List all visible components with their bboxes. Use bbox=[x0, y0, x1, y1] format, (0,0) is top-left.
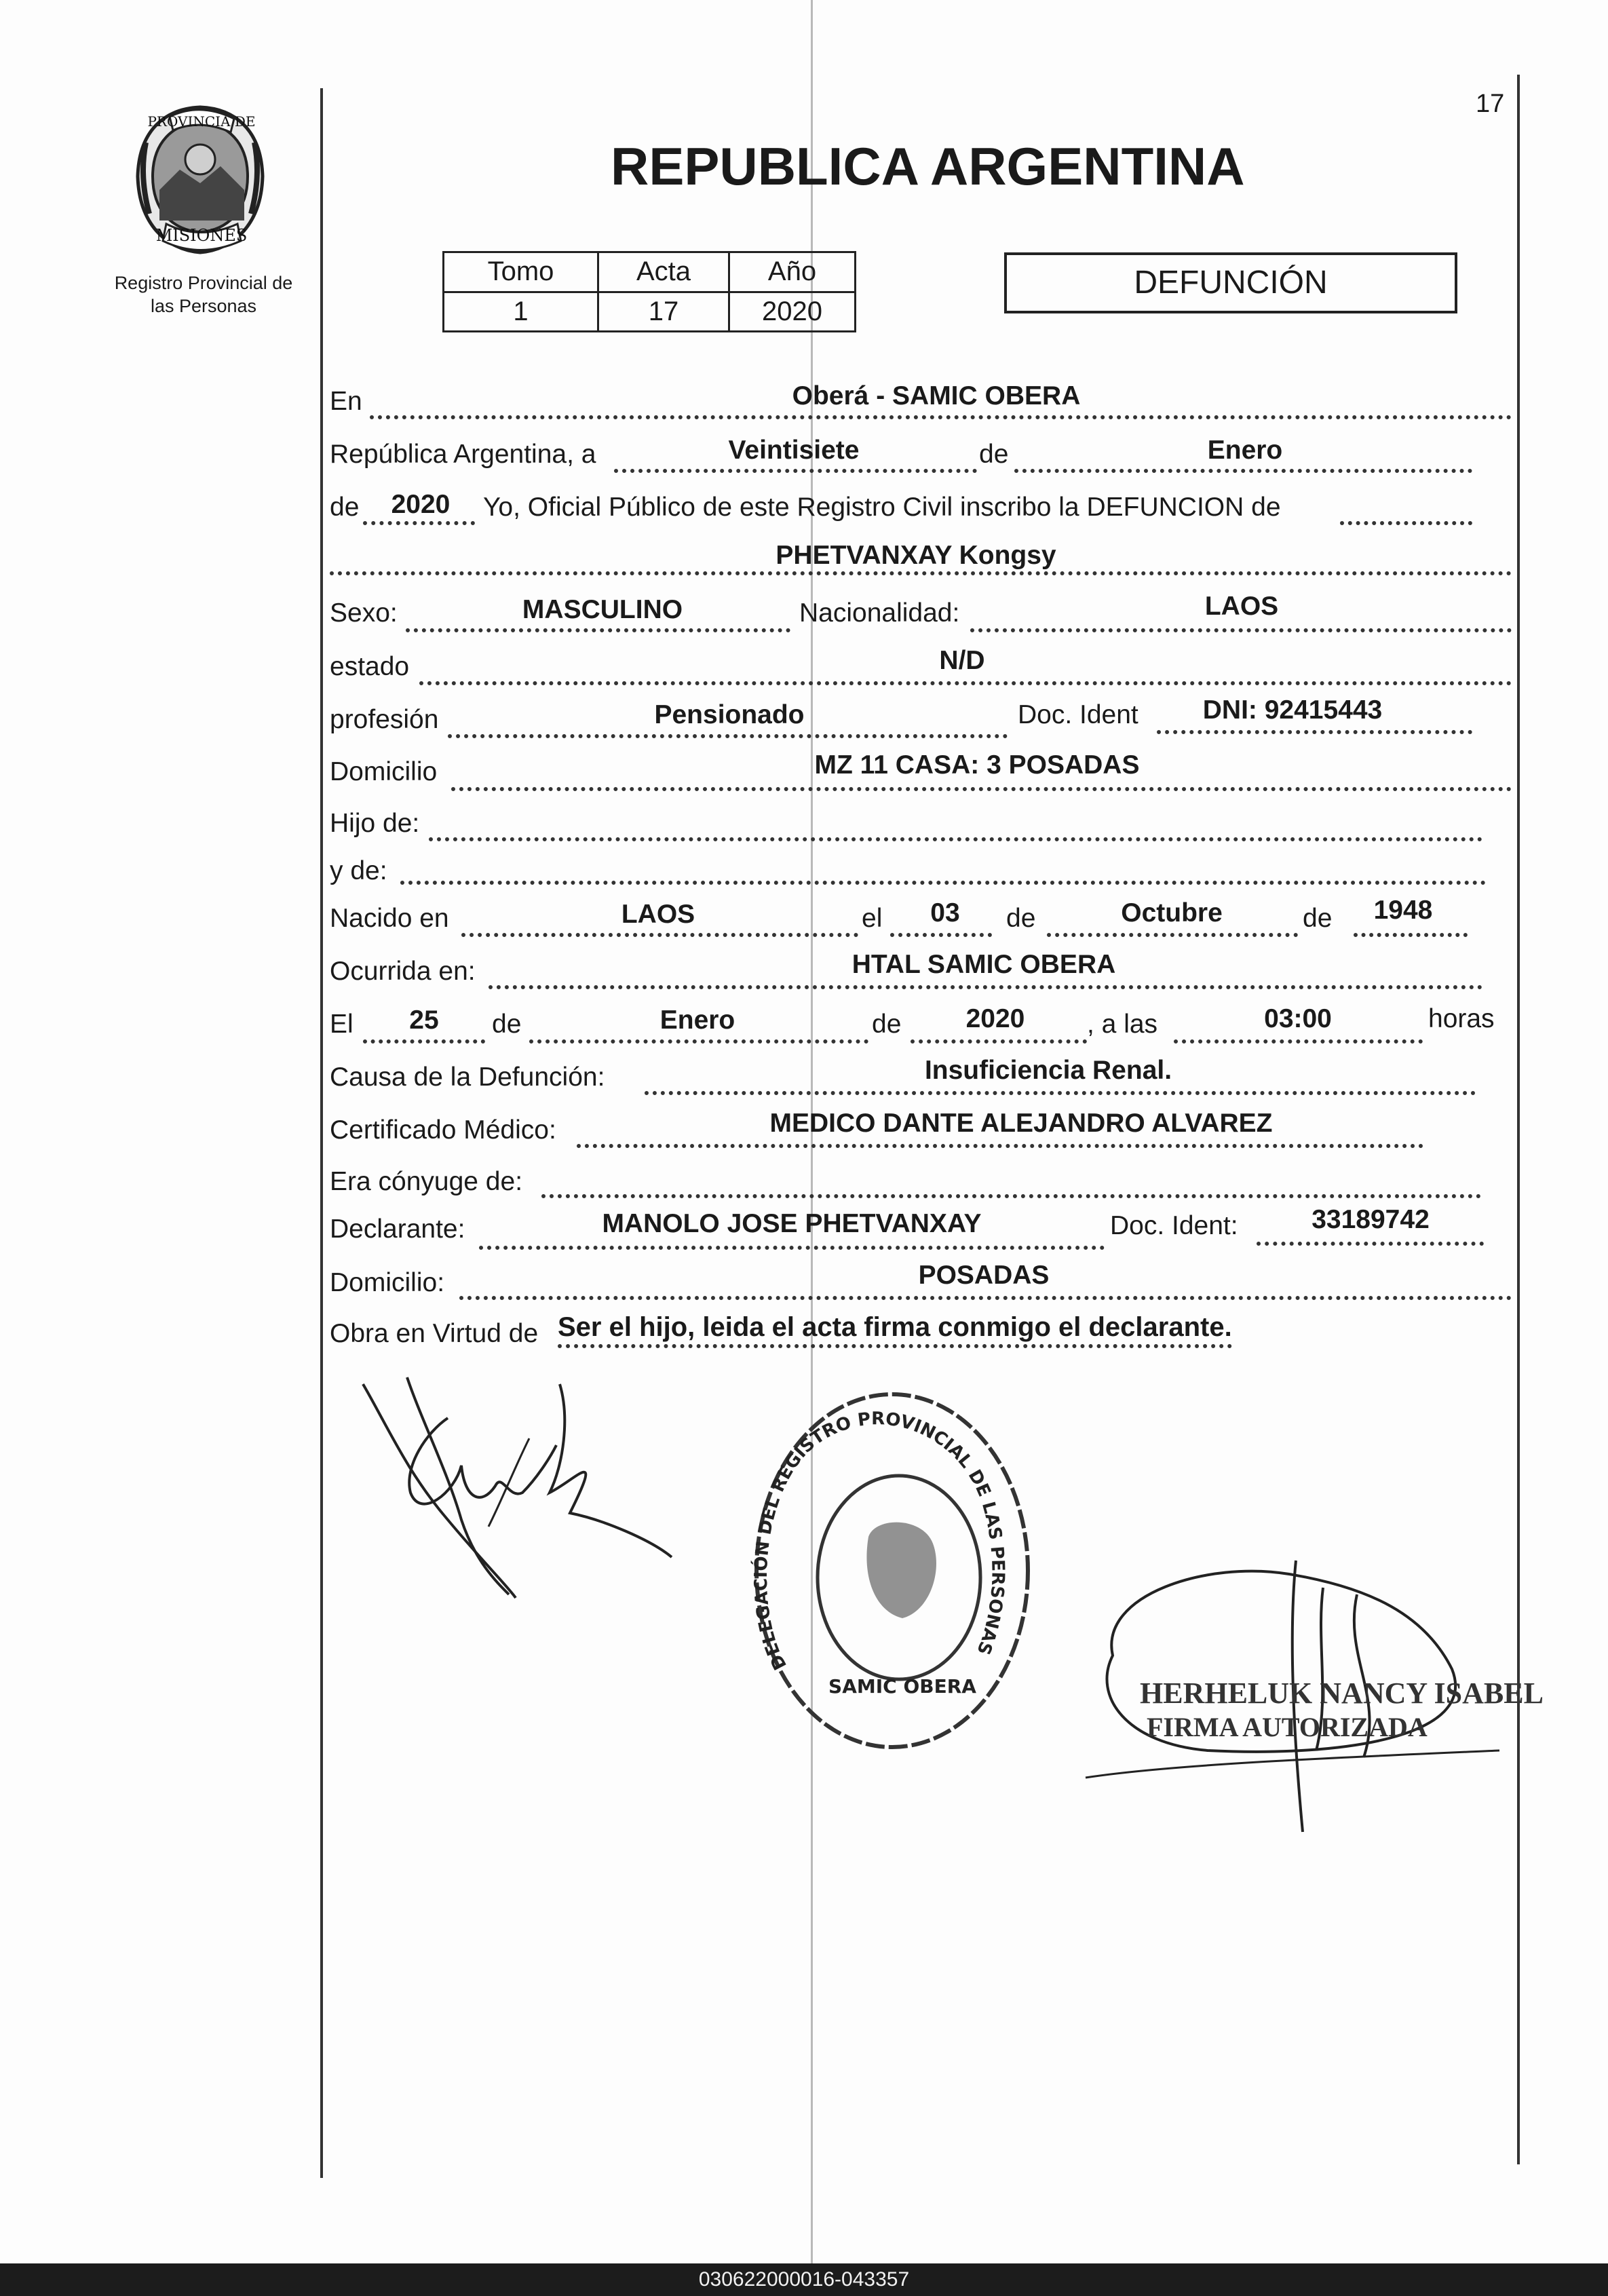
y-de-label: y de: bbox=[330, 856, 387, 885]
el-label: el bbox=[862, 904, 883, 933]
record-anio-value: 2020 bbox=[729, 292, 856, 332]
hijo-de-line bbox=[429, 837, 1482, 841]
death-month: Enero bbox=[659, 1006, 735, 1035]
en-label: En bbox=[330, 387, 362, 416]
birth-day: 03 bbox=[930, 898, 960, 927]
en-value: Oberá - SAMIC OBERA bbox=[792, 381, 1081, 410]
nacionalidad-label: Nacionalidad: bbox=[799, 598, 960, 628]
page-number: 17 bbox=[1476, 90, 1505, 118]
stamp-outer-text: DELEGACIÓN DEL REGISTRO PROVINCIAL DE LAS PERSONAS bbox=[750, 1409, 1008, 1673]
record-table bbox=[442, 251, 856, 332]
month-value: Enero bbox=[1207, 436, 1283, 465]
causa-label: Causa de la Defunción: bbox=[330, 1063, 605, 1092]
birth-year-line bbox=[1354, 933, 1468, 937]
deceased-name-line bbox=[330, 571, 1512, 575]
inscribo-line bbox=[1340, 521, 1472, 525]
domicilio2-label: Domicilio: bbox=[330, 1268, 445, 1297]
domicilio2-line bbox=[459, 1296, 1512, 1300]
country-title: REPUBLICA ARGENTINA bbox=[611, 136, 1245, 196]
hijo-de-label: Hijo de: bbox=[330, 809, 420, 838]
death-year: 2020 bbox=[965, 1004, 1025, 1033]
record-type-box: DEFUNCIÓN bbox=[1004, 252, 1457, 313]
domicilio-line bbox=[451, 787, 1512, 791]
death-day: 25 bbox=[409, 1006, 439, 1035]
registry-name bbox=[102, 271, 305, 318]
record-table-value-row bbox=[444, 292, 856, 332]
officer-name: HERHELUK NANCY ISABEL bbox=[1140, 1677, 1544, 1710]
profesion-value: Pensionado bbox=[654, 700, 805, 729]
domicilio2-value: POSADAS bbox=[918, 1261, 1050, 1290]
certificado-value: MEDICO DANTE ALEJANDRO ALVAREZ bbox=[769, 1109, 1273, 1138]
doc-ident-line bbox=[1157, 730, 1472, 734]
deceased-name: PHETVANXAY Kongsy bbox=[776, 541, 1056, 570]
certificado-line bbox=[577, 1144, 1423, 1148]
right-margin-line bbox=[1517, 75, 1520, 2164]
birth-de-label-2: de bbox=[1303, 904, 1333, 933]
death-de-label-2: de bbox=[872, 1010, 902, 1039]
estado-label: estado bbox=[330, 652, 410, 681]
nacido-en-value: LAOS bbox=[621, 900, 695, 929]
obra-label: Obra en Virtud de bbox=[330, 1319, 539, 1348]
death-day-line bbox=[363, 1039, 485, 1044]
year-value: 2020 bbox=[391, 490, 451, 519]
conyuge-line bbox=[541, 1194, 1481, 1198]
nacionalidad-value: LAOS bbox=[1204, 592, 1279, 621]
page-fold-line bbox=[811, 0, 813, 2296]
birth-month-line bbox=[1047, 933, 1298, 937]
birth-day-line bbox=[890, 933, 992, 937]
ocurrida-line bbox=[489, 985, 1482, 989]
record-acta-value: 17 bbox=[598, 292, 729, 332]
estado-value: N/D bbox=[939, 646, 985, 675]
ocurrida-label: Ocurrida en: bbox=[330, 957, 476, 986]
causa-value: Insuficiencia Renal. bbox=[924, 1056, 1172, 1085]
birth-year: 1948 bbox=[1373, 896, 1433, 925]
obra-value: Ser el hijo, leida el acta firma conmigo el declarante. bbox=[558, 1312, 1232, 1348]
declarant-signature bbox=[346, 1364, 699, 1608]
doc-ident2-line bbox=[1257, 1242, 1484, 1246]
domicilio-label: Domicilio bbox=[330, 757, 438, 786]
doc-ident-label: Doc. Ident bbox=[1018, 700, 1138, 729]
conyuge-label: Era cónyuge de: bbox=[330, 1167, 523, 1196]
birth-month: Octubre bbox=[1121, 898, 1223, 927]
registry-name-line2: las Personas bbox=[150, 296, 257, 316]
a-las-label: , a las bbox=[1087, 1010, 1158, 1039]
death-de-label: de bbox=[492, 1010, 522, 1039]
certificado-label: Certificado Médico: bbox=[330, 1115, 556, 1145]
seal-text-bottom: MISIONES bbox=[155, 226, 248, 245]
day-line bbox=[614, 469, 977, 473]
record-table-header: Año bbox=[729, 252, 856, 292]
year-line bbox=[363, 521, 475, 525]
y-de-line bbox=[400, 881, 1486, 885]
ocurrida-value: HTAL SAMIC OBERA bbox=[851, 950, 1116, 979]
left-margin-line bbox=[320, 88, 323, 2178]
nacido-en-label: Nacido en bbox=[330, 904, 449, 933]
record-tomo-value: 1 bbox=[444, 292, 598, 332]
republica-label: República Argentina, a bbox=[330, 440, 596, 469]
domicilio-value: MZ 11 CASA: 3 POSADAS bbox=[814, 750, 1140, 780]
sexo-value: MASCULINO bbox=[522, 595, 683, 624]
sexo-label: Sexo: bbox=[330, 598, 398, 628]
doc-ident2-label: Doc. Ident: bbox=[1110, 1211, 1238, 1240]
nacido-en-line bbox=[461, 933, 858, 937]
nacionalidad-line bbox=[970, 628, 1512, 632]
provincial-seal-logo bbox=[132, 102, 268, 258]
record-table-header-row bbox=[444, 252, 856, 292]
el-cap-label: El bbox=[330, 1010, 353, 1039]
stamp-inner-text: SAMIC OBERA bbox=[828, 1675, 976, 1698]
record-table-header: Tomo bbox=[444, 252, 598, 292]
declarante-label: Declarante: bbox=[330, 1214, 465, 1244]
day-value: Veintisiete bbox=[728, 436, 860, 465]
declarante-value: MANOLO JOSE PHETVANXAY bbox=[602, 1209, 982, 1238]
estado-line bbox=[419, 681, 1512, 685]
death-time: 03:00 bbox=[1264, 1004, 1332, 1033]
de-year-label: de bbox=[330, 493, 360, 522]
record-table-header: Acta bbox=[598, 252, 729, 292]
registry-stamp bbox=[740, 1381, 1052, 1761]
profesion-label: profesión bbox=[330, 705, 439, 734]
doc-ident2-value: 33189742 bbox=[1312, 1205, 1430, 1234]
registry-name-line1: Registro Provincial de bbox=[114, 273, 293, 293]
month-line bbox=[1014, 469, 1472, 473]
birth-de-label: de bbox=[1006, 904, 1036, 933]
profesion-line bbox=[448, 734, 1008, 738]
death-month-line bbox=[529, 1039, 868, 1044]
death-time-line bbox=[1174, 1039, 1423, 1044]
sexo-line bbox=[406, 628, 790, 632]
footer-document-id: 030622000016-043357 bbox=[0, 2263, 1608, 2296]
seal-text-top: PROVINCIA DE bbox=[147, 113, 256, 130]
inscribo-text: Yo, Oficial Público de este Registro Civil inscribo la DEFUNCION de bbox=[483, 493, 1281, 522]
de-label: de bbox=[979, 440, 1009, 469]
death-year-line bbox=[911, 1039, 1087, 1044]
declarante-line bbox=[479, 1246, 1105, 1250]
officer-title: FIRMA AUTORIZADA bbox=[1147, 1712, 1428, 1742]
causa-line bbox=[645, 1091, 1476, 1095]
doc-ident-value: DNI: 92415443 bbox=[1202, 695, 1383, 725]
en-line bbox=[370, 415, 1512, 419]
horas-label: horas bbox=[1428, 1004, 1495, 1033]
